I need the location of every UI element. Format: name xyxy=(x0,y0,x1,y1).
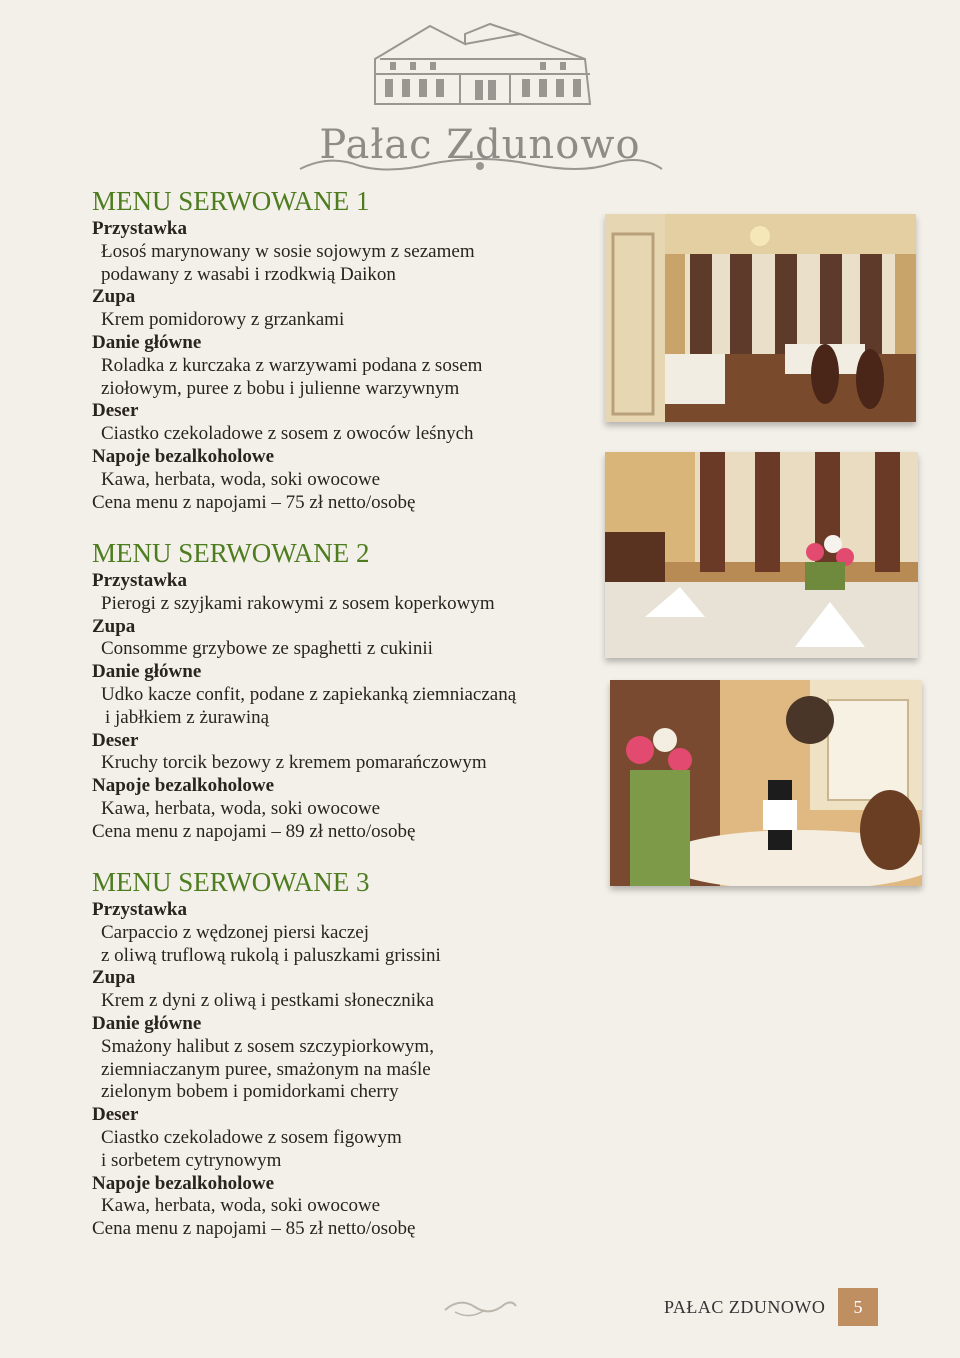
table-setting-photo xyxy=(610,680,922,886)
dish-line: Kawa, herbata, woda, soki owocowe xyxy=(101,1195,381,1217)
dish-line: Kawa, herbata, woda, soki owocowe xyxy=(101,797,381,819)
menu-price: Cena menu z napojami – 89 zł netto/osobę xyxy=(92,820,416,842)
course-label: Napoje bezalkoholowe xyxy=(92,775,275,797)
course-label: Deser xyxy=(92,1104,139,1126)
dining-room-photo xyxy=(605,214,916,422)
menu-title: MENU SERWOWANE 2 xyxy=(92,538,370,568)
dish-line: Consomme grzybowe ze spaghetti z cukinii xyxy=(101,638,433,660)
dish-line: Krem pomidorowy z grzankami xyxy=(101,309,345,331)
course-label: Deser xyxy=(92,729,139,751)
palace-logo xyxy=(290,14,670,184)
menu-1 xyxy=(92,186,592,514)
dish-line: ziołowym, puree z bobu i julienne warzywnym xyxy=(101,377,460,399)
course-label: Napoje bezalkoholowe xyxy=(92,445,275,467)
menu-title: MENU SERWOWANE 3 xyxy=(92,867,370,897)
dish-line: i sorbetem cytrynowym xyxy=(101,1149,282,1171)
dish-line: Smażony halibut z sosem szczypiorkowym, xyxy=(101,1035,434,1057)
dish-line: Pierogi z szyjkami rakowymi z sosem koperkowym xyxy=(101,592,495,614)
course-label: Deser xyxy=(92,400,139,422)
dish-line: zielonym bobem i pomidorkami cherry xyxy=(101,1081,399,1103)
course-label: Przystawka xyxy=(92,899,187,920)
dish-line: i jabłkiem z żurawiną xyxy=(105,706,270,728)
menu-price: Cena menu z napojami – 85 zł netto/osobę xyxy=(92,1218,416,1240)
dish-line: z oliwą truflową rukolą i paluszkami grissini xyxy=(101,944,441,966)
dish-line: ziemniaczanym puree, smażonym na maśle xyxy=(101,1058,431,1080)
dish-line: Ciastko czekoladowe z sosem z owoców leśnych xyxy=(101,423,474,445)
course-label: Danie główne xyxy=(92,1012,202,1034)
course-label: Przystawka xyxy=(92,570,187,591)
dish-line: podawany z wasabi i rzodkwią Daikon xyxy=(101,263,396,285)
menu-price: Cena menu z napojami – 75 zł netto/osobę xyxy=(92,491,416,513)
course-label: Zupa xyxy=(92,286,136,308)
menu-3 xyxy=(92,867,592,1241)
dish-line: Łosoś marynowany w sosie sojowym z sezamem xyxy=(101,240,475,262)
dish-line: Carpaccio z wędzonej piersi kaczej xyxy=(101,921,369,943)
dish-line: Roladka z kurczaka z warzywami podana z sosem xyxy=(101,354,483,376)
course-label: Przystawka xyxy=(92,218,187,239)
dish-line: Kruchy torcik bezowy z kremem pomarańczowym xyxy=(101,752,487,774)
course-label: Danie główne xyxy=(92,661,202,683)
table-tulips-photo xyxy=(605,452,918,658)
flourish-ornament-icon xyxy=(440,1292,520,1322)
course-label: Napoje bezalkoholowe xyxy=(92,1172,275,1194)
page-number: 5 xyxy=(838,1288,878,1326)
dish-line: Udko kacze confit, podane z zapiekanką ziemniaczaną xyxy=(101,683,517,705)
footer-brand: PAŁAC ZDUNOWO xyxy=(664,1297,826,1317)
course-label: Zupa xyxy=(92,615,136,637)
course-label: Danie główne xyxy=(92,331,202,353)
dish-line: Ciastko czekoladowe z sosem figowym xyxy=(101,1126,402,1148)
logo-text: Pałac Zdunowo xyxy=(319,122,641,168)
dish-line: Kawa, herbata, woda, soki owocowe xyxy=(101,468,381,490)
menu-2 xyxy=(92,538,592,844)
dish-line: Krem z dyni z oliwą i pestkami słonecznika xyxy=(101,990,434,1012)
menu-title: MENU SERWOWANE 1 xyxy=(92,186,370,216)
course-label: Zupa xyxy=(92,967,136,989)
